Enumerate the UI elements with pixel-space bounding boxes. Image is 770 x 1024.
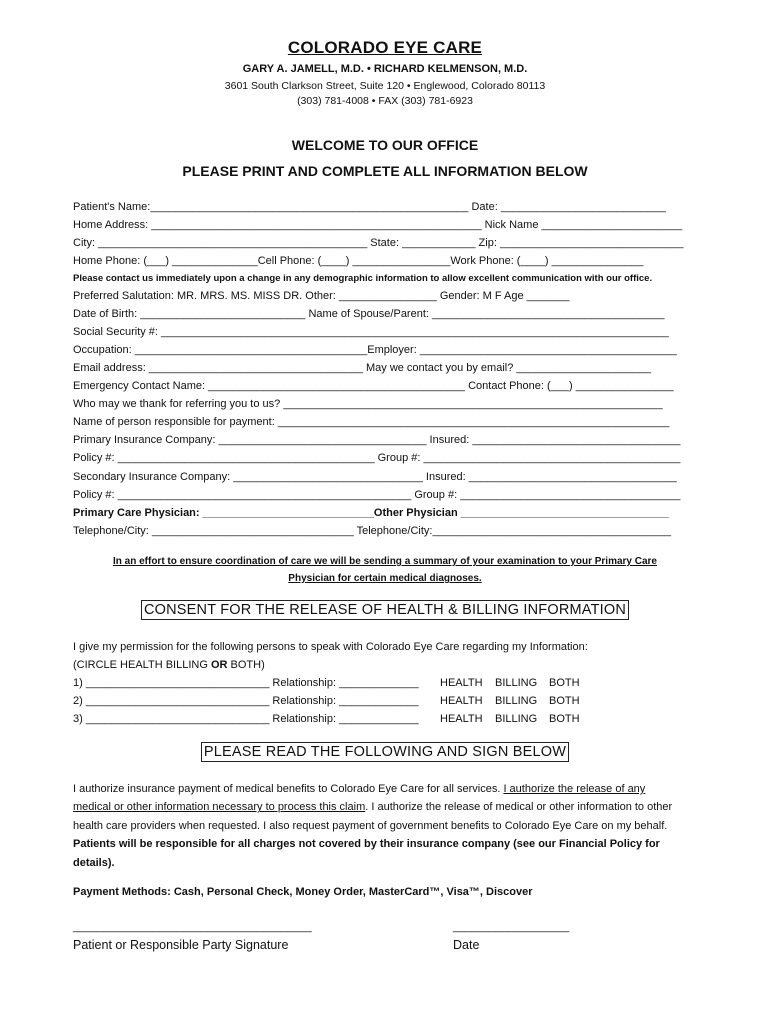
home-address-line[interactable]: Home Address: ______________________________________________________ Nick Name _______________________ [73,219,683,231]
both-option[interactable]: BOTH [549,677,580,689]
coordination-notice-1: In an effort to ensure coordination of care we will be sending a summary of your examination to your Primary Care [112,556,657,567]
demographic-notice: Please contact us immediately upon a change in any demographic information to allow excellent communication with our office. [73,273,653,284]
physician-telephone-line[interactable]: Telephone/City: _________________________________ Telephone/City:_______________________________________ [73,525,672,537]
welcome-heading: WELCOME TO OUR OFFICE [291,137,479,153]
sign-banner: PLEASE READ THE FOLLOWING AND SIGN BELOW [201,742,569,762]
both-option[interactable]: BOTH [549,695,580,707]
signature-line[interactable]: _______________________________________ [73,921,312,933]
dob-spouse-line[interactable]: Date of Birth: ___________________________ Name of Spouse/Parent: ______________________________________ [73,308,665,320]
payment-responsible-line[interactable]: Name of person responsible for payment: ________________________________________________________________ [73,416,670,428]
clinic-phone: (303) 781-4008 • FAX (303) 781-6923 [297,95,473,107]
email-line[interactable]: Email address: ___________________________________ May we contact you by email? ______________________ [73,362,651,374]
health-option[interactable]: HEALTH [440,677,483,689]
consent-banner: CONSENT FOR THE RELEASE OF HEALTH & BILLING INFORMATION [141,600,629,620]
secondary-policy-line[interactable]: Policy #: ________________________________________________ Group #: ____________________________________ [73,489,681,501]
salutation-gender-age-line[interactable]: Preferred Salutation: MR. MRS. MS. MISS DR. Other: ________________ Gender: M F Age _______ [73,290,570,302]
billing-option[interactable]: BILLING [495,695,538,707]
secondary-insurance-line[interactable]: Secondary Insurance Company: _______________________________ Insured: __________________________________ [73,471,677,483]
signature-label: Patient or Responsible Party Signature [73,938,289,952]
consent-row[interactable]: 2) ______________________________ Relationship: _____________ [73,695,419,707]
ssn-line[interactable]: Social Security #: ___________________________________________________________________________________ [73,326,669,338]
clinic-title: COLORADO EYE CARE [287,38,483,57]
both-option[interactable]: BOTH [549,713,580,725]
emergency-contact-line[interactable]: Emergency Contact Name: __________________________________________ Contact Phone: (___) ________________ [73,380,674,392]
consent-circle-instruction: (CIRCLE HEALTH BILLING OR BOTH) [73,659,265,671]
health-option[interactable]: HEALTH [440,713,483,725]
health-option[interactable]: HEALTH [440,695,483,707]
date-line[interactable]: ___________________ [453,921,570,933]
city-state-zip-line[interactable]: City: ____________________________________________ State: ____________ Zip: ______________________________ [73,237,684,249]
patient-name-date-line[interactable]: Patient's Name:____________________________________________________ Date: ___________________________ [73,201,667,213]
phones-line[interactable]: Home Phone: (___) ______________Cell Phone: (____) ________________Work Phone: (____) _______________ [73,255,644,267]
authorization-paragraph: I authorize insurance payment of medical benefits to Colorado Eye Care for all services. I authorize the release of any medical or other information necessary to process this claim. I authorize the release of medical or other information to other health care providers when requested. I also request payment of government benefits to Colorado Eye Care on my behalf. Patients will be responsible for all charges not covered by their insurance company (see our Financial Policy for details). [73,783,673,869]
doctors-line: GARY A. JAMELL, M.D. • RICHARD KELMENSON, M.D. [242,63,528,75]
referral-line[interactable]: Who may we thank for referring you to us? ______________________________________________________________ [73,398,663,410]
payment-methods: Payment Methods: Cash, Personal Check, Money Order, MasterCard™, Visa™, Discover [73,886,533,898]
date-label: Date [453,938,480,952]
occupation-employer-line[interactable]: Occupation: ______________________________________Employer: __________________________________________ [73,344,677,356]
consent-row[interactable]: 3) ______________________________ Relationship: _____________ [73,713,419,725]
primary-insurance-line[interactable]: Primary Insurance Company: __________________________________ Insured: __________________________________ [73,434,681,446]
billing-option[interactable]: BILLING [495,677,538,689]
primary-policy-line[interactable]: Policy #: __________________________________________ Group #: __________________________________________ [73,452,681,464]
consent-intro: I give my permission for the following persons to speak with Colorado Eye Care regarding my Information: [73,641,588,653]
clinic-address: 3601 South Clarkson Street, Suite 120 • Englewood, Colorado 80113 [224,80,546,92]
instruction-heading: PLEASE PRINT AND COMPLETE ALL INFORMATION BELOW [182,163,588,179]
physician-line[interactable]: Primary Care Physician: ____________________________Other Physician __________________________________ [73,507,669,519]
billing-option[interactable]: BILLING [495,713,538,725]
consent-row[interactable]: 1) ______________________________ Relationship: _____________ [73,677,419,689]
coordination-notice-2: Physician for certain medical diagnoses. [288,573,482,584]
